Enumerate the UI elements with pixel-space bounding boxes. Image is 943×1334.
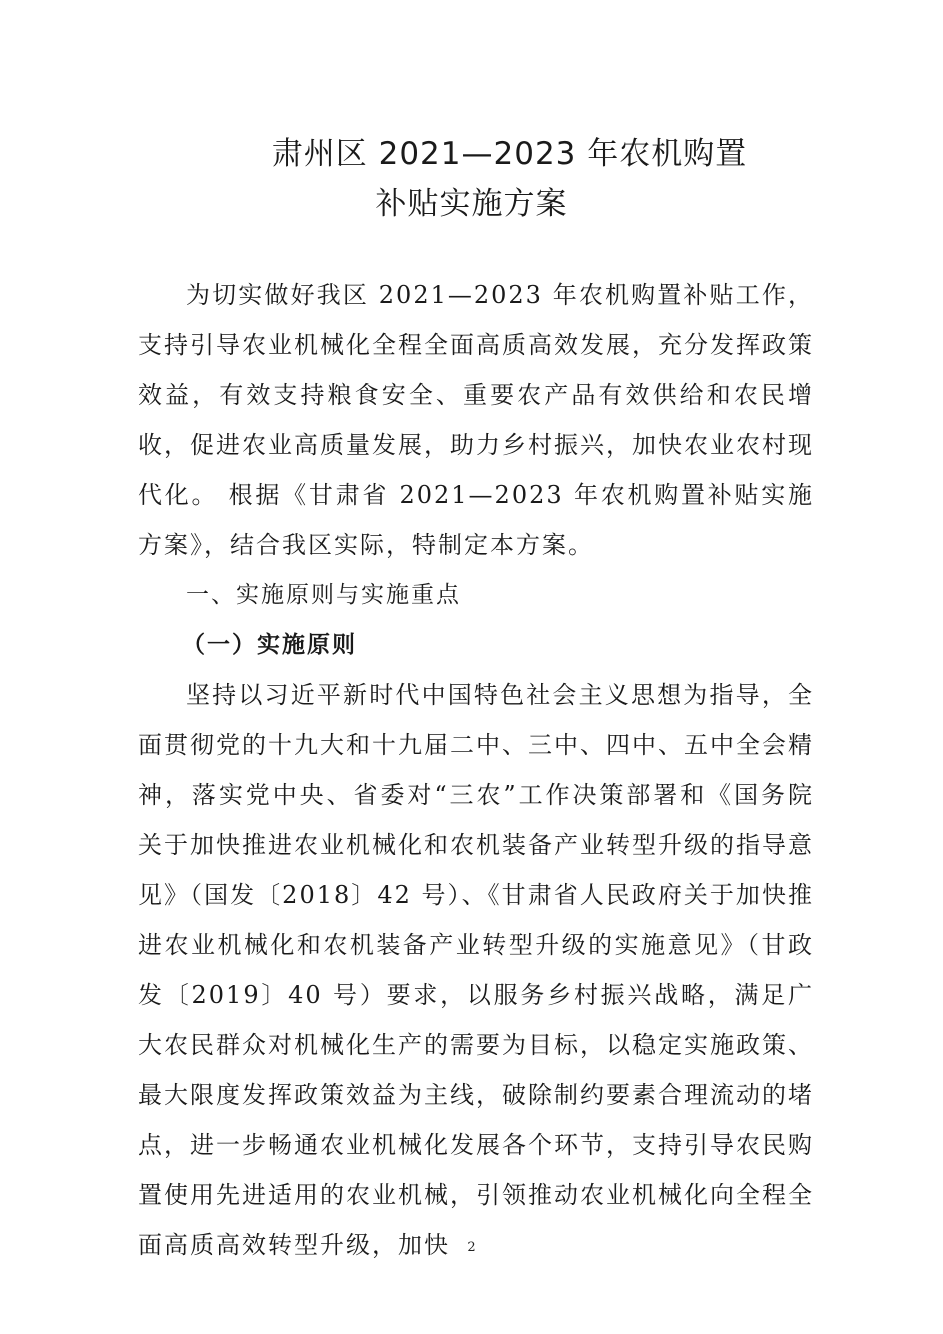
document-title-line2: 补贴实施方案 bbox=[375, 186, 568, 222]
principle-paragraph: 坚持以习近平新时代中国特色社会主义思想为指导，全面贯彻党的十九大和十九届二中、三中、四中、五中全会精神，落实党中央、省委对“三农”工作决策部署和《国务院关于加快推进农业机械化和农机装备产业转型升级的指导意见》（国发〔2018〕42 号）、《甘肃省人民政府关于加快推进农业机械化和农机装备产业转型升级的实施意见》（甘政发〔2019〕40 号）要求，以服务乡村振兴战略，满足广大农民群众对机械化生产的需要为目标，以稳定实施政策、最大限度发挥政策效益为主线，破除制约要素合理流动的堵点，进一步畅通农业机械化发展各个环节，支持引导农民购置使用先进适用的农业机械，引领推动农业机械化向全程全面高质高效转型升级，加快 bbox=[138, 681, 814, 1259]
document-title-line1: 肃州区 2021—2023 年农机购置 bbox=[271, 136, 748, 172]
page-number: 2 bbox=[467, 1240, 476, 1255]
subsection-heading: （一）实施原则 bbox=[182, 631, 357, 658]
intro-paragraph: 为切实做好我区 2021—2023 年农机购置补贴工作，支持引导农业机械化全程全面高质高效发展，充分发挥政策效益，有效支持粮食安全、重要农产品有效供给和农民增收，促进农业高质量发展，助力乡村振兴，加快农业农村现代化。 根据《甘肃省 2021—2023 年农机购置补贴实施方案》，结合我区实际，特制定本方案。 bbox=[138, 281, 814, 559]
section-heading: 一、实施原则与实施重点 bbox=[186, 582, 461, 608]
document-body bbox=[138, 270, 814, 1270]
